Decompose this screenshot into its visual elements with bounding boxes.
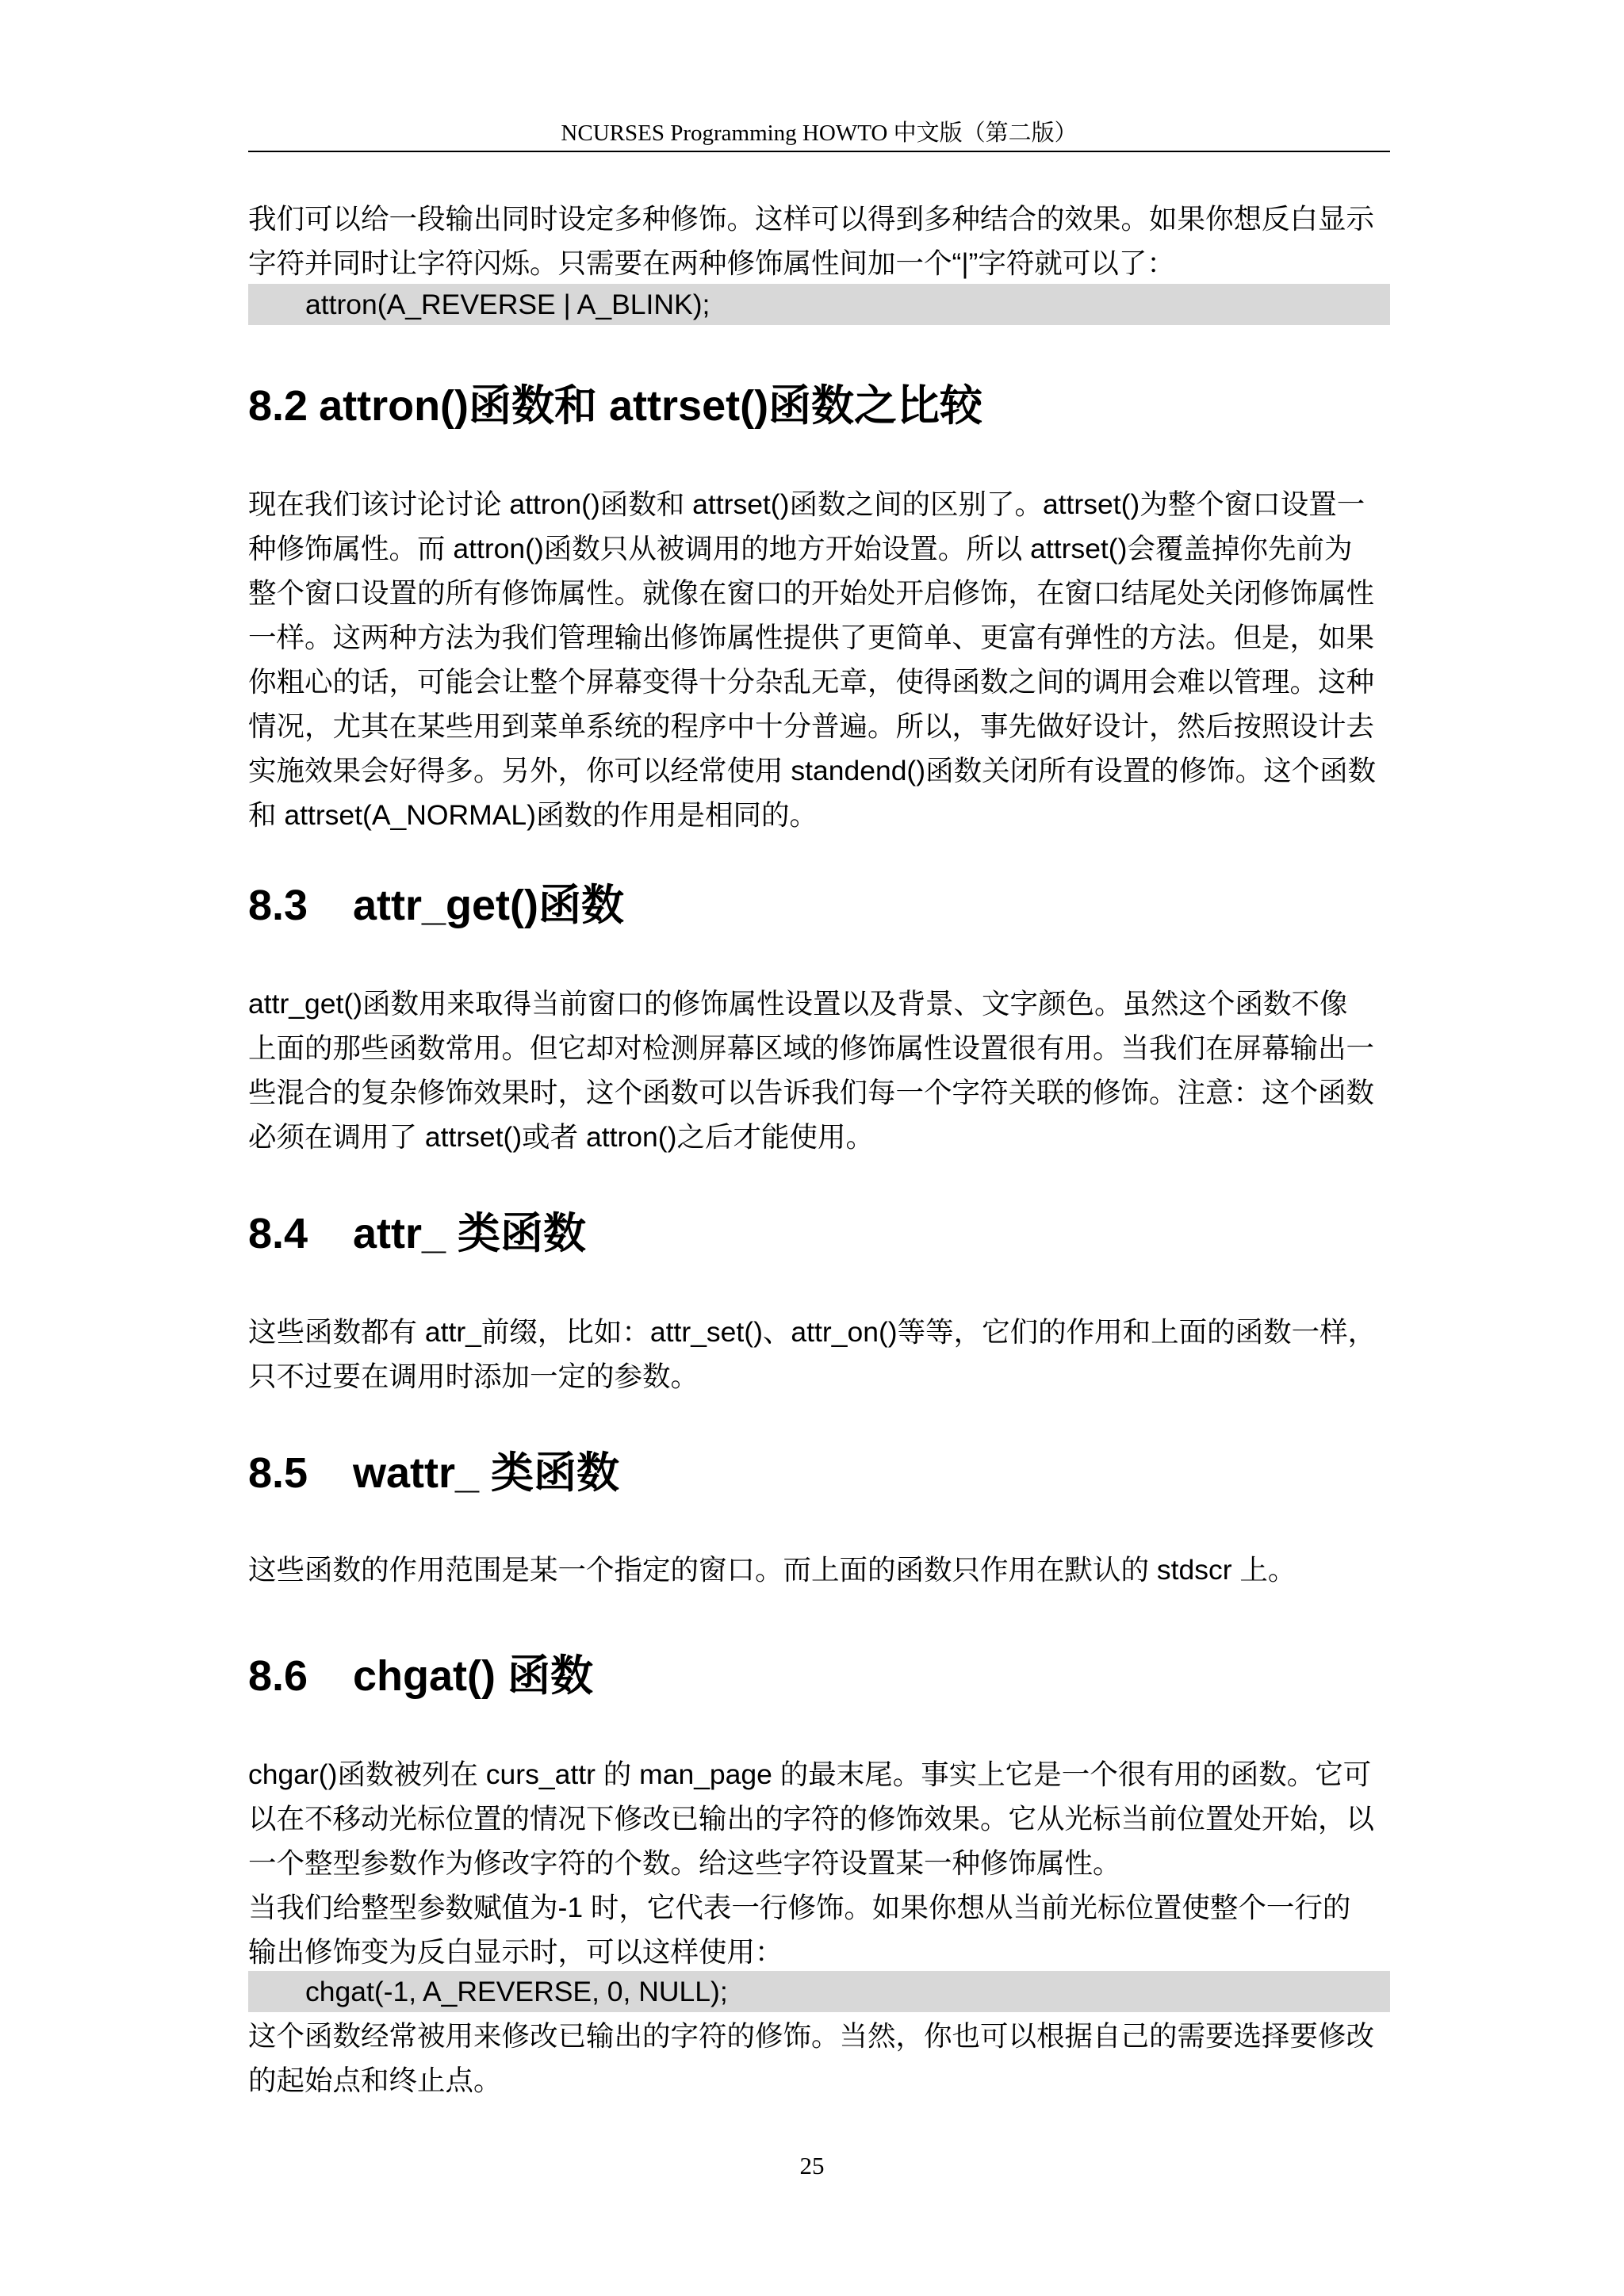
section-8-2-paragraph xyxy=(248,482,1390,837)
section-8-6-closing-paragraph xyxy=(248,2014,1390,2103)
text-line: 上面的那些函数常用。但它却对检测屏幕区域的修饰属性设置很有用。当我们在屏幕输出一 xyxy=(248,1032,1375,1064)
section-8-5-paragraph xyxy=(248,1548,1390,1592)
text-line: attr_get()函数用来取得当前窗口的修饰属性设置以及背景、文字颜色。虽然这个函数不像 xyxy=(248,988,1348,1020)
text-line: 实施效果会好得多。另外，你可以经常使用 standend()函数关闭所有设置的修饰。这个函数 xyxy=(248,755,1377,786)
text-line: 字符并同时让字符闪烁。只需要在两种修饰属性间加一个“|”字符就可以了： xyxy=(248,247,1175,279)
code-block: attron(A_REVERSE | A_BLINK); xyxy=(248,284,1390,325)
header-rule xyxy=(248,151,1390,152)
text-line: 的起始点和终止点。 xyxy=(248,2064,502,2096)
text-line: 这些函数的作用范围是某一个指定的窗口。而上面的函数只作用在默认的 stdscr 上。 xyxy=(248,1554,1297,1586)
text-line: 和 attrset(A_NORMAL)函数的作用是相同的。 xyxy=(248,799,818,831)
section-8-3-paragraph xyxy=(248,982,1390,1159)
section-number: 8.5 xyxy=(248,1449,308,1497)
section-title: chgat() 函数 xyxy=(353,1652,593,1700)
text-line: 现在我们该讨论讨论 attron()函数和 attrset()函数之间的区别了。attrset()为整个窗口设置一 xyxy=(248,488,1365,520)
text-line: 必须在调用了 attrset()或者 attron()之后才能使用。 xyxy=(248,1121,874,1153)
section-8-4-paragraph xyxy=(248,1310,1390,1399)
text-line: 当我们给整型参数赋值为-1 时，它代表一行修饰。如果你想从当前光标位置使整个一行的 xyxy=(248,1892,1351,1923)
code-block: chgat(-1, A_REVERSE, 0, NULL); xyxy=(248,1971,1390,2012)
section-number: 8.2 xyxy=(248,382,308,430)
page-number: 25 xyxy=(799,2152,825,2179)
section-title: attr_ 类函数 xyxy=(353,1210,587,1257)
section-8-6-paragraph xyxy=(248,1752,1390,1974)
text-line: chgar()函数被列在 curs_attr 的 man_page 的最末尾。事实上它是一个很有用的函数。它可 xyxy=(248,1758,1372,1790)
text-line: 你粗心的话，可能会让整个屏幕变得十分杂乱无章，使得函数之间的调用会难以管理。这种 xyxy=(248,666,1375,698)
text-line: 整个窗口设置的所有修饰属性。就像在窗口的开始处开启修饰，在窗口结尾处关闭修饰属性 xyxy=(248,577,1375,609)
section-heading-8-6 xyxy=(248,1647,593,1705)
section-number: 8.4 xyxy=(248,1210,308,1257)
section-heading-8-4 xyxy=(248,1205,586,1262)
text-line: 输出修饰变为反白显示时，可以这样使用： xyxy=(248,1936,783,1968)
intro-paragraph xyxy=(248,197,1390,285)
section-title: attr_get()函数 xyxy=(353,882,625,929)
section-heading-8-5 xyxy=(248,1445,619,1502)
section-heading-8-2 xyxy=(248,377,982,434)
text-line: 种修饰属性。而 attron()函数只从被调用的地方开始设置。所以 attrset()会覆盖掉你先前为 xyxy=(248,533,1353,564)
text-line: 只不过要在调用时添加一定的参数。 xyxy=(248,1360,699,1392)
section-heading-8-3 xyxy=(248,877,624,934)
text-line: 一样。这两种方法为我们管理输出修饰属性提供了更简单、更富有弹性的方法。但是，如果 xyxy=(248,622,1375,653)
running-header: NCURSES Programming HOWTO 中文版（第二版） xyxy=(561,121,1078,146)
text-line: 我们可以给一段输出同时设定多种修饰。这样可以得到多种结合的效果。如果你想反白显示 xyxy=(248,203,1375,235)
text-line: 情况，尤其在某些用到菜单系统的程序中十分普遍。所以，事先做好设计，然后按照设计去 xyxy=(248,710,1375,742)
section-title: wattr_ 类函数 xyxy=(353,1449,620,1497)
text-line: 些混合的复杂修饰效果时，这个函数可以告诉我们每一个字符关联的修饰。注意：这个函数 xyxy=(248,1077,1375,1108)
text-line: 这个函数经常被用来修改已输出的字符的修饰。当然，你也可以根据自己的需要选择要修改 xyxy=(248,2020,1375,2052)
text-line: 以在不移动光标位置的情况下修改已输出的字符的修饰效果。它从光标当前位置处开始，以 xyxy=(248,1803,1375,1835)
text-line: 一个整型参数作为修改字符的个数。给这些字符设置某一种修饰属性。 xyxy=(248,1847,1121,1879)
text-line: 这些函数都有 attr_前缀，比如：attr_set()、attr_on()等等，它们的作用和上面的函数一样， xyxy=(248,1316,1377,1348)
section-number: 8.3 xyxy=(248,882,308,929)
section-title: attron()函数和 attrset()函数之比较 xyxy=(319,382,983,430)
section-number: 8.6 xyxy=(248,1652,308,1700)
